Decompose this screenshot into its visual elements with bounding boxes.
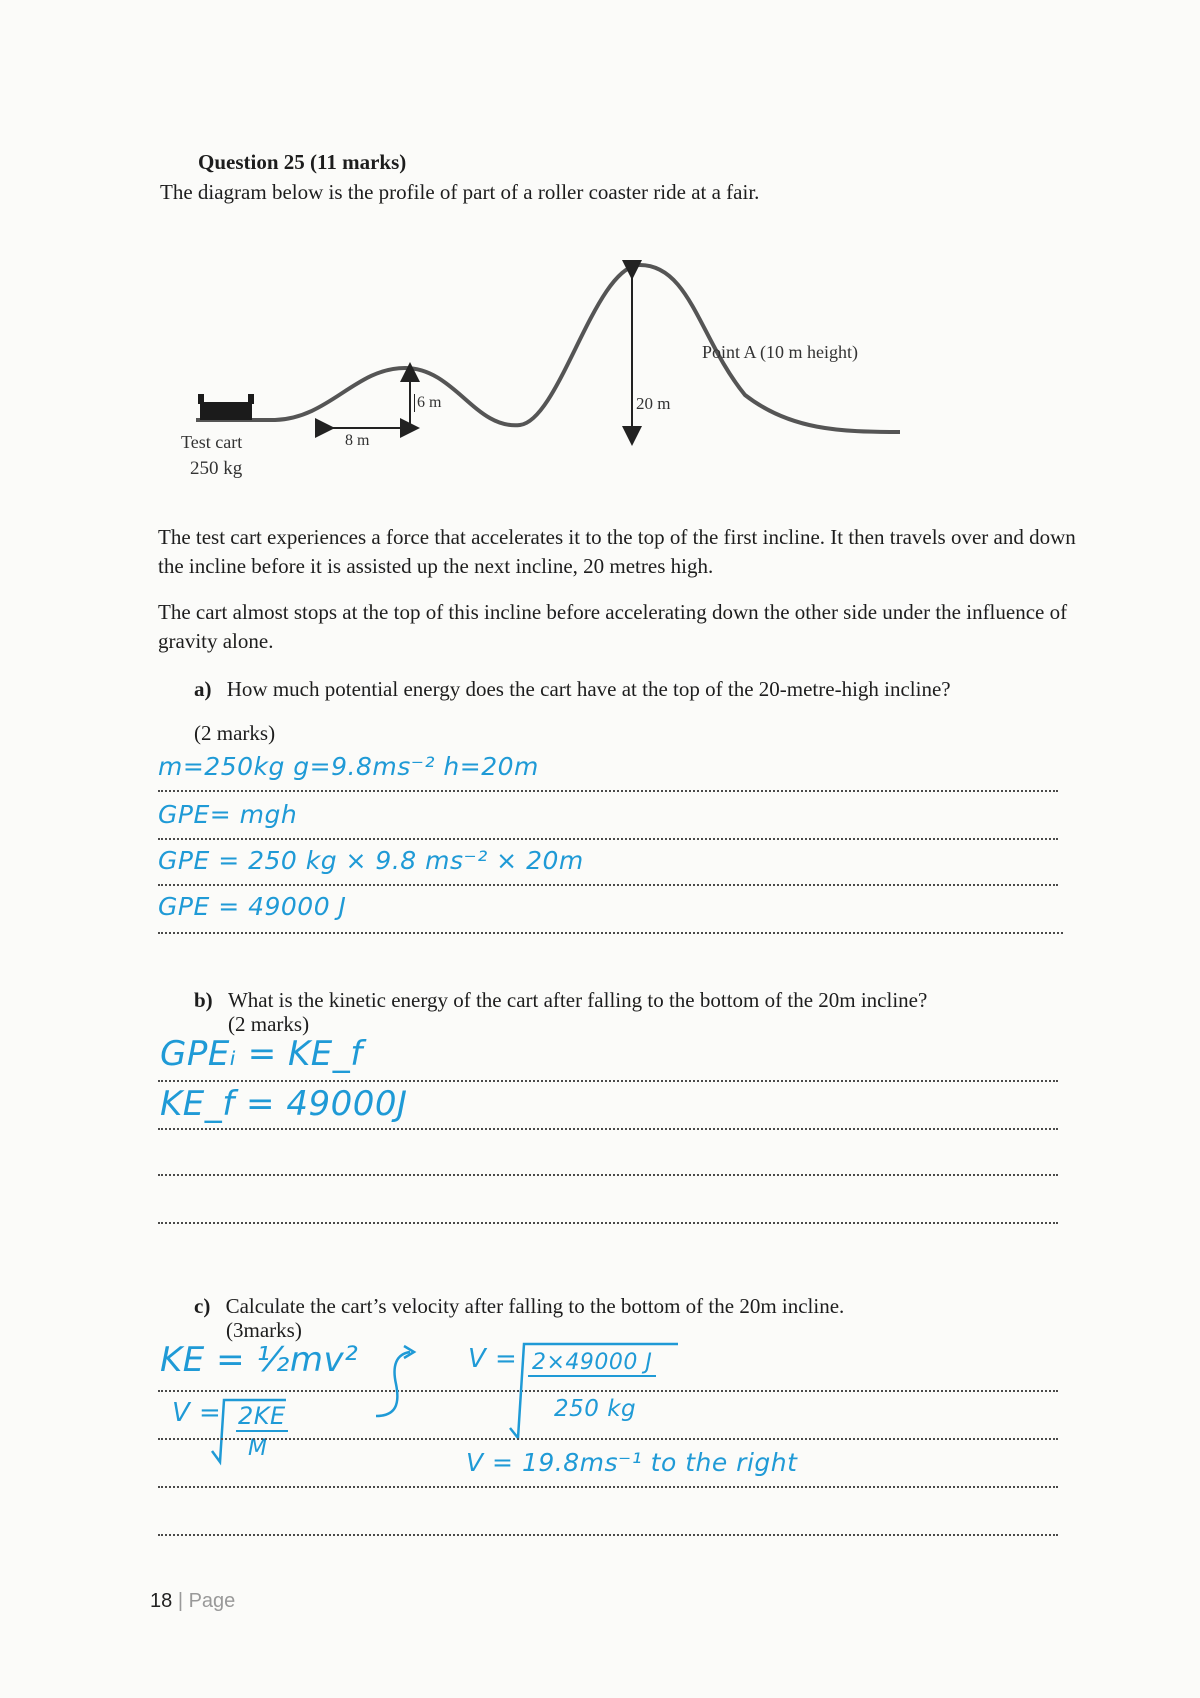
first-hill-label: 6 m [414,394,441,412]
part-c-v-formula-numerator: 2KE [238,1402,286,1430]
intro-paragraph-1: The test cart experiences a force that accelerates it to the top of the first incline. It then travels over and down the incline before it is assisted up the next incline, 20 metres high. [158,525,1076,578]
answer-dotline [158,932,1063,934]
answer-dotline [158,1128,1058,1130]
rearrange-arrow-icon [370,1344,420,1424]
part-c-letter: c) [194,1294,211,1318]
point-a-label: Point A (10 m height) [702,342,859,362]
second-hill-label: 20 m [636,394,671,413]
distance-label: 8 m [345,432,370,449]
question-title: Question 25 (11 marks) [198,150,407,174]
part-a-text: How much potential energy does the cart have at the top of the 20-metre-high incline? [226,677,951,701]
answer-dotline [158,1174,1058,1176]
part-b-answer-line-1: GPEᵢ = KE_f [160,1034,363,1074]
part-a-question [194,675,1094,703]
part-b-letter: b) [194,988,213,1012]
part-c-question [194,1292,1094,1320]
part-b-question [194,986,1094,1014]
answer-dotline [158,790,1058,792]
part-a-marks: (2 marks) [194,721,276,745]
answer-dotline [158,838,1058,840]
page-word: | Page [177,1590,236,1612]
answer-dotline [158,1438,1058,1440]
cart-mass-label: 250 kg [190,458,243,479]
part-b-text: What is the kinetic energy of the cart after falling to the bottom of the 20m incline? [227,988,928,1012]
part-b-marks: (2 marks) [228,1012,310,1036]
part-c-v-formula-denominator: M [248,1436,268,1461]
part-b-answer-line-2: KE_f = 49000J [160,1084,408,1124]
test-cart-shape [200,402,252,420]
part-a-answer-line-2: GPE= mgh [158,800,298,829]
answer-dotline [158,1080,1058,1082]
answer-dotline [158,1534,1058,1536]
part-c-marks: (3marks) [226,1318,302,1342]
question-intro: The diagram below is the profile of part of a roller coaster ride at a fair. [160,180,760,204]
part-c-v-sub-denominator: 250 kg [554,1396,637,1422]
part-c-ke-formula: KE = ½mv² [160,1340,359,1380]
part-a-answer-line-3: GPE = 250 kg × 9.8 ms⁻² × 20m [158,846,584,875]
cart-label: Test cart [181,432,243,452]
part-c-v-sub-lhs: V = [468,1344,518,1374]
answer-dotline [158,884,1058,886]
page-footer [150,1590,235,1613]
part-c-v-formula-lhs: V = [172,1398,222,1428]
answer-dotline [158,1486,1058,1488]
answer-dotline [158,1222,1058,1224]
part-a-answer-line-1: m=250kg g=9.8ms⁻² h=20m [158,752,539,781]
intro-paragraph-2: The cart almost stops at the top of this incline before accelerating down the other side under the influence of gravity alone. [158,600,1068,653]
part-c-text: Calculate the cart’s velocity after falling to the bottom of the 20m incline. [225,1294,845,1318]
part-c-velocity-result: V = 19.8ms⁻¹ to the right [466,1448,798,1477]
page-number: 18 [150,1590,173,1612]
part-a-answer-line-4: GPE = 49000 J [158,892,347,921]
roller-coaster-track [0,0,1200,480]
part-c-v-sub-numerator: 2×49000 J [528,1350,656,1377]
part-a-letter: a) [194,677,212,701]
